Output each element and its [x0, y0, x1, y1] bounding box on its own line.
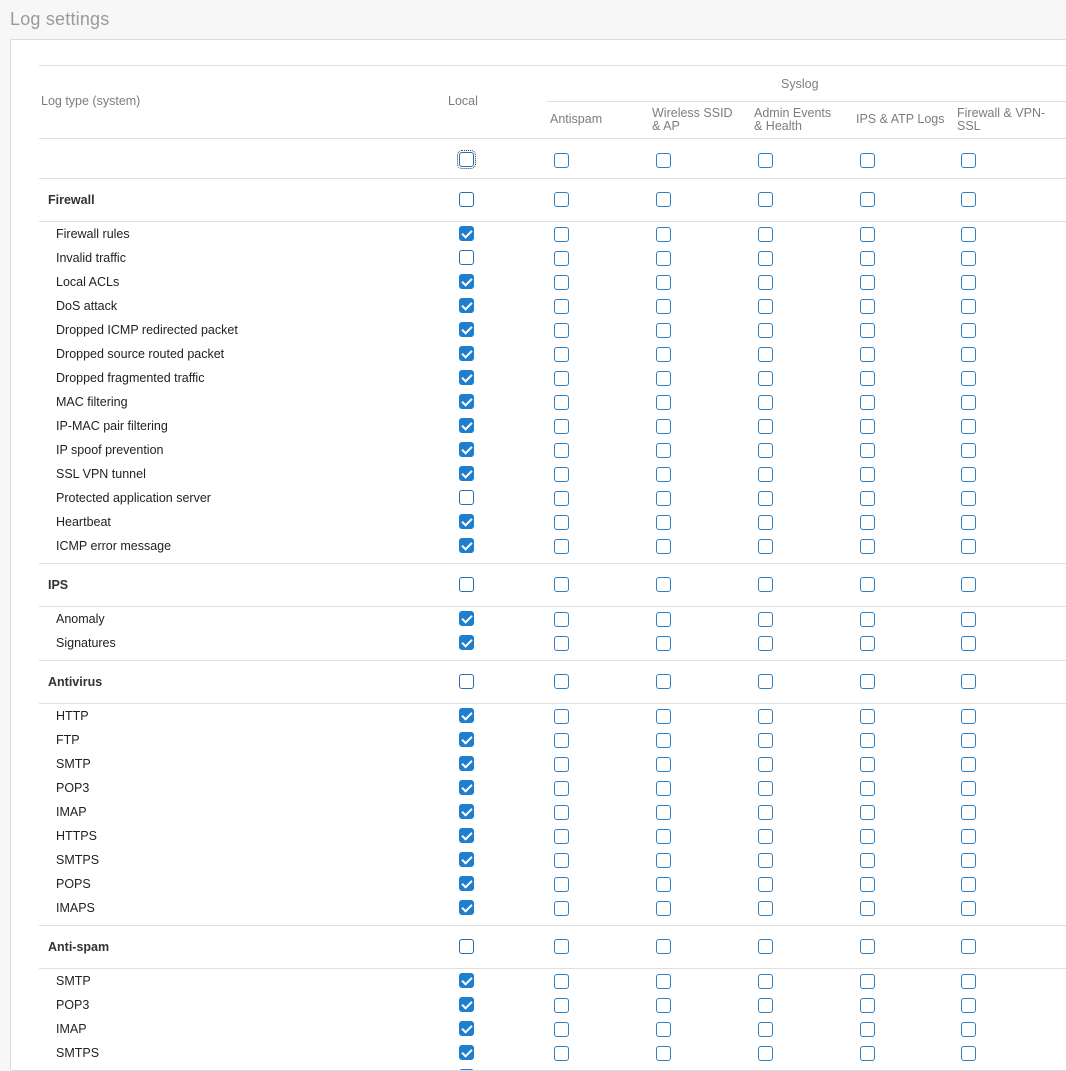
- select-all-syslog-checkbox[interactable]: [860, 153, 875, 168]
- row-syslog-checkbox[interactable]: [860, 781, 875, 796]
- row-syslog-checkbox[interactable]: [758, 733, 773, 748]
- row-syslog-checkbox[interactable]: [758, 443, 773, 458]
- row-syslog-checkbox[interactable]: [554, 1046, 569, 1061]
- row-syslog-checkbox[interactable]: [554, 974, 569, 989]
- section-syslog-checkbox[interactable]: [554, 674, 569, 689]
- log-type-row-label: Anomaly: [56, 612, 105, 626]
- row-local-checkbox[interactable]: [459, 298, 474, 313]
- row-syslog-checkbox[interactable]: [961, 781, 976, 796]
- row-local-checkbox[interactable]: [459, 780, 474, 795]
- log-type-row-label: IP spoof prevention: [56, 443, 164, 457]
- row-syslog-checkbox[interactable]: [656, 781, 671, 796]
- section-syslog-checkbox[interactable]: [860, 577, 875, 592]
- syslog-column-header: & Health: [754, 119, 802, 133]
- row-syslog-checkbox[interactable]: [860, 395, 875, 410]
- row-syslog-checkbox[interactable]: [860, 612, 875, 627]
- row-syslog-checkbox[interactable]: [656, 491, 671, 506]
- row-syslog-checkbox[interactable]: [758, 757, 773, 772]
- row-syslog-checkbox[interactable]: [961, 227, 976, 242]
- row-syslog-checkbox[interactable]: [961, 539, 976, 554]
- row-syslog-checkbox[interactable]: [554, 612, 569, 627]
- log-type-row-label: IP-MAC pair filtering: [56, 419, 168, 433]
- row-local-checkbox[interactable]: [459, 274, 474, 289]
- row-syslog-checkbox[interactable]: [860, 1022, 875, 1037]
- section-syslog-checkbox[interactable]: [656, 577, 671, 592]
- log-type-row-label: Protected application server: [56, 491, 211, 505]
- row-syslog-checkbox[interactable]: [758, 251, 773, 266]
- row-syslog-checkbox[interactable]: [961, 371, 976, 386]
- row-local-checkbox[interactable]: [459, 346, 474, 361]
- row-syslog-checkbox[interactable]: [758, 974, 773, 989]
- row-local-checkbox[interactable]: [459, 973, 474, 988]
- header-syslog: Syslog: [781, 77, 819, 91]
- row-syslog-checkbox[interactable]: [860, 877, 875, 892]
- row-local-checkbox[interactable]: [459, 250, 474, 265]
- row-syslog-checkbox[interactable]: [860, 901, 875, 916]
- row-syslog-checkbox[interactable]: [656, 1046, 671, 1061]
- log-type-row-label: IMAP: [56, 805, 87, 819]
- row-local-checkbox[interactable]: [459, 514, 474, 529]
- divider: [39, 925, 1066, 926]
- row-syslog-checkbox[interactable]: [860, 443, 875, 458]
- row-syslog-checkbox[interactable]: [554, 709, 569, 724]
- section-header: Anti-spam: [48, 940, 110, 954]
- row-syslog-checkbox[interactable]: [961, 251, 976, 266]
- row-syslog-checkbox[interactable]: [961, 853, 976, 868]
- row-syslog-checkbox[interactable]: [554, 371, 569, 386]
- row-syslog-checkbox[interactable]: [860, 347, 875, 362]
- row-syslog-checkbox[interactable]: [656, 299, 671, 314]
- syslog-column-header: Antispam: [550, 112, 603, 126]
- section-local-checkbox[interactable]: [459, 577, 474, 592]
- divider: [39, 65, 1066, 66]
- page-title: Log settings: [10, 9, 110, 29]
- syslog-column-header: Firewall & VPN-: [957, 106, 1046, 120]
- row-syslog-checkbox[interactable]: [961, 275, 976, 290]
- divider: [39, 221, 1066, 222]
- log-type-row-label: POP3: [56, 781, 90, 795]
- divider: [39, 178, 1066, 179]
- log-type-row-label: POPS: [56, 877, 91, 891]
- row-syslog-checkbox[interactable]: [758, 323, 773, 338]
- divider: [39, 968, 1066, 969]
- row-syslog-checkbox[interactable]: [656, 901, 671, 916]
- section-syslog-checkbox[interactable]: [656, 674, 671, 689]
- row-syslog-checkbox[interactable]: [860, 974, 875, 989]
- row-syslog-checkbox[interactable]: [656, 853, 671, 868]
- row-syslog-checkbox[interactable]: [656, 757, 671, 772]
- row-syslog-checkbox[interactable]: [758, 853, 773, 868]
- row-syslog-checkbox[interactable]: [758, 709, 773, 724]
- select-all-syslog-checkbox[interactable]: [961, 153, 976, 168]
- row-syslog-checkbox[interactable]: [656, 709, 671, 724]
- divider: [39, 138, 1066, 139]
- log-type-row-label: MAC filtering: [56, 395, 128, 409]
- row-syslog-checkbox[interactable]: [554, 733, 569, 748]
- row-syslog-checkbox[interactable]: [656, 829, 671, 844]
- log-type-row-label: POP3: [56, 998, 90, 1012]
- row-local-checkbox[interactable]: [459, 804, 474, 819]
- row-syslog-checkbox[interactable]: [758, 419, 773, 434]
- row-syslog-checkbox[interactable]: [554, 323, 569, 338]
- section-header: IPS: [48, 578, 69, 592]
- row-syslog-checkbox[interactable]: [554, 395, 569, 410]
- row-syslog-checkbox[interactable]: [961, 877, 976, 892]
- row-syslog-checkbox[interactable]: [758, 299, 773, 314]
- row-syslog-checkbox[interactable]: [860, 805, 875, 820]
- row-syslog-checkbox[interactable]: [656, 419, 671, 434]
- section-syslog-checkbox[interactable]: [758, 674, 773, 689]
- row-syslog-checkbox[interactable]: [554, 467, 569, 482]
- row-syslog-checkbox[interactable]: [961, 709, 976, 724]
- row-syslog-checkbox[interactable]: [656, 275, 671, 290]
- log-type-row-label: SSL VPN tunnel: [56, 467, 146, 481]
- row-local-checkbox[interactable]: [459, 418, 474, 433]
- row-local-checkbox[interactable]: [459, 538, 474, 553]
- row-syslog-checkbox[interactable]: [961, 443, 976, 458]
- row-local-checkbox[interactable]: [459, 1045, 474, 1060]
- row-local-checkbox[interactable]: [459, 732, 474, 747]
- row-syslog-checkbox[interactable]: [860, 251, 875, 266]
- section-syslog-checkbox[interactable]: [656, 939, 671, 954]
- row-syslog-checkbox[interactable]: [758, 1022, 773, 1037]
- row-syslog-checkbox[interactable]: [961, 323, 976, 338]
- row-local-checkbox[interactable]: [459, 226, 474, 241]
- section-header: Antivirus: [48, 675, 103, 689]
- row-syslog-checkbox[interactable]: [961, 974, 976, 989]
- log-type-row-label: Local ACLs: [56, 275, 120, 289]
- row-syslog-checkbox[interactable]: [860, 275, 875, 290]
- row-syslog-checkbox[interactable]: [656, 539, 671, 554]
- row-syslog-checkbox[interactable]: [758, 491, 773, 506]
- row-syslog-checkbox[interactable]: [758, 612, 773, 627]
- row-syslog-checkbox[interactable]: [656, 612, 671, 627]
- log-type-row-label: ICMP error message: [56, 539, 172, 553]
- syslog-column-header: SSL: [957, 119, 981, 133]
- row-syslog-checkbox[interactable]: [961, 347, 976, 362]
- row-syslog-checkbox[interactable]: [554, 1022, 569, 1037]
- row-syslog-checkbox[interactable]: [758, 1046, 773, 1061]
- select-all-local-checkbox[interactable]: [459, 152, 474, 167]
- row-syslog-checkbox[interactable]: [554, 853, 569, 868]
- log-type-row-label: Dropped fragmented traffic: [56, 371, 205, 385]
- row-syslog-checkbox[interactable]: [554, 491, 569, 506]
- row-syslog-checkbox[interactable]: [961, 805, 976, 820]
- row-syslog-checkbox[interactable]: [554, 275, 569, 290]
- row-syslog-checkbox[interactable]: [758, 539, 773, 554]
- row-syslog-checkbox[interactable]: [860, 371, 875, 386]
- log-type-row-label: Invalid traffic: [56, 251, 126, 265]
- row-syslog-checkbox[interactable]: [554, 443, 569, 458]
- row-syslog-checkbox[interactable]: [656, 227, 671, 242]
- section-syslog-checkbox[interactable]: [758, 192, 773, 207]
- row-syslog-checkbox[interactable]: [656, 371, 671, 386]
- row-local-checkbox[interactable]: [459, 394, 474, 409]
- log-type-row-label: Dropped ICMP redirected packet: [56, 323, 238, 337]
- row-local-checkbox[interactable]: [459, 708, 474, 723]
- row-syslog-checkbox[interactable]: [758, 395, 773, 410]
- row-syslog-checkbox[interactable]: [860, 491, 875, 506]
- section-syslog-checkbox[interactable]: [961, 939, 976, 954]
- row-syslog-checkbox[interactable]: [860, 227, 875, 242]
- log-type-row-label: Heartbeat: [56, 515, 111, 529]
- row-syslog-checkbox[interactable]: [554, 781, 569, 796]
- row-syslog-checkbox[interactable]: [656, 467, 671, 482]
- row-syslog-checkbox[interactable]: [860, 1046, 875, 1061]
- log-type-row-label: SMTPS: [56, 1046, 100, 1060]
- section-syslog-checkbox[interactable]: [656, 192, 671, 207]
- row-syslog-checkbox[interactable]: [961, 491, 976, 506]
- row-syslog-checkbox[interactable]: [860, 998, 875, 1013]
- row-syslog-checkbox[interactable]: [758, 805, 773, 820]
- row-syslog-checkbox[interactable]: [656, 805, 671, 820]
- log-type-row-label: HTTP: [56, 709, 89, 723]
- log-type-row-label: HTTPS: [56, 829, 97, 843]
- row-local-checkbox[interactable]: [459, 1021, 474, 1036]
- section-local-checkbox[interactable]: [459, 939, 474, 954]
- row-local-checkbox[interactable]: [459, 756, 474, 771]
- log-type-row-label: SMTP: [56, 757, 91, 771]
- row-syslog-checkbox[interactable]: [860, 419, 875, 434]
- row-syslog-checkbox[interactable]: [656, 877, 671, 892]
- section-syslog-checkbox[interactable]: [860, 939, 875, 954]
- log-type-row-label: Firewall rules: [56, 227, 130, 241]
- row-syslog-checkbox[interactable]: [554, 515, 569, 530]
- log-type-row-label: Dropped source routed packet: [56, 347, 225, 361]
- row-local-checkbox[interactable]: [459, 322, 474, 337]
- row-syslog-checkbox[interactable]: [554, 299, 569, 314]
- row-syslog-checkbox[interactable]: [860, 539, 875, 554]
- row-syslog-checkbox[interactable]: [961, 467, 976, 482]
- row-syslog-checkbox[interactable]: [554, 877, 569, 892]
- row-syslog-checkbox[interactable]: [758, 998, 773, 1013]
- row-syslog-checkbox[interactable]: [656, 733, 671, 748]
- row-syslog-checkbox[interactable]: [860, 709, 875, 724]
- section-header: Firewall: [48, 193, 95, 207]
- header-local: Local: [448, 94, 478, 108]
- row-syslog-checkbox[interactable]: [758, 227, 773, 242]
- header-log-type: Log type (system): [41, 94, 141, 108]
- row-local-checkbox[interactable]: [459, 466, 474, 481]
- log-type-row-label: SMTPS: [56, 853, 100, 867]
- syslog-column-header: Wireless SSID: [652, 106, 733, 120]
- row-syslog-checkbox[interactable]: [656, 395, 671, 410]
- row-local-checkbox[interactable]: [459, 997, 474, 1012]
- row-syslog-checkbox[interactable]: [554, 539, 569, 554]
- section-syslog-checkbox[interactable]: [758, 939, 773, 954]
- divider: [39, 563, 1066, 564]
- row-local-checkbox[interactable]: [459, 900, 474, 915]
- row-syslog-checkbox[interactable]: [961, 829, 976, 844]
- row-syslog-checkbox[interactable]: [758, 829, 773, 844]
- row-syslog-checkbox[interactable]: [860, 467, 875, 482]
- log-type-row-label: IMAPS: [56, 901, 95, 915]
- row-syslog-checkbox[interactable]: [758, 877, 773, 892]
- section-syslog-checkbox[interactable]: [961, 577, 976, 592]
- section-syslog-checkbox[interactable]: [554, 939, 569, 954]
- row-syslog-checkbox[interactable]: [656, 515, 671, 530]
- row-syslog-checkbox[interactable]: [961, 1022, 976, 1037]
- section-syslog-checkbox[interactable]: [961, 192, 976, 207]
- divider: [39, 660, 1066, 661]
- row-syslog-checkbox[interactable]: [554, 347, 569, 362]
- row-local-checkbox[interactable]: [459, 442, 474, 457]
- row-syslog-checkbox[interactable]: [860, 636, 875, 651]
- row-syslog-checkbox[interactable]: [961, 733, 976, 748]
- row-syslog-checkbox[interactable]: [656, 636, 671, 651]
- row-syslog-checkbox[interactable]: [860, 757, 875, 772]
- row-syslog-checkbox[interactable]: [860, 323, 875, 338]
- row-syslog-checkbox[interactable]: [656, 251, 671, 266]
- row-syslog-checkbox[interactable]: [961, 515, 976, 530]
- row-syslog-checkbox[interactable]: [554, 998, 569, 1013]
- section-local-checkbox[interactable]: [459, 674, 474, 689]
- section-syslog-checkbox[interactable]: [860, 192, 875, 207]
- row-local-checkbox[interactable]: [459, 828, 474, 843]
- row-syslog-checkbox[interactable]: [758, 371, 773, 386]
- section-local-checkbox[interactable]: [459, 192, 474, 207]
- row-syslog-checkbox[interactable]: [961, 395, 976, 410]
- row-syslog-checkbox[interactable]: [656, 974, 671, 989]
- syslog-column-header: & AP: [652, 119, 680, 133]
- row-syslog-checkbox[interactable]: [758, 467, 773, 482]
- syslog-column-header: Admin Events: [754, 106, 832, 120]
- row-syslog-checkbox[interactable]: [860, 733, 875, 748]
- log-type-row-label: Signatures: [56, 636, 116, 650]
- row-syslog-checkbox[interactable]: [656, 1022, 671, 1037]
- log-type-row-label: IMAP: [56, 1022, 87, 1036]
- row-local-checkbox[interactable]: [459, 635, 474, 650]
- row-syslog-checkbox[interactable]: [758, 275, 773, 290]
- row-syslog-checkbox[interactable]: [860, 853, 875, 868]
- row-syslog-checkbox[interactable]: [554, 901, 569, 916]
- row-syslog-checkbox[interactable]: [961, 757, 976, 772]
- row-syslog-checkbox[interactable]: [758, 901, 773, 916]
- row-syslog-checkbox[interactable]: [758, 781, 773, 796]
- select-all-syslog-checkbox[interactable]: [758, 153, 773, 168]
- section-syslog-checkbox[interactable]: [554, 577, 569, 592]
- row-local-checkbox[interactable]: [459, 490, 474, 505]
- log-type-row-label: SMTP: [56, 974, 91, 988]
- row-syslog-checkbox[interactable]: [554, 227, 569, 242]
- row-syslog-checkbox[interactable]: [554, 829, 569, 844]
- section-syslog-checkbox[interactable]: [961, 674, 976, 689]
- log-type-row-label: FTP: [56, 733, 80, 747]
- row-syslog-checkbox[interactable]: [961, 901, 976, 916]
- row-syslog-checkbox[interactable]: [656, 443, 671, 458]
- row-syslog-checkbox[interactable]: [961, 998, 976, 1013]
- row-syslog-checkbox[interactable]: [961, 1046, 976, 1061]
- divider: [39, 606, 1066, 607]
- syslog-column-header: IPS & ATP Logs: [856, 112, 945, 126]
- divider: [39, 703, 1066, 704]
- row-syslog-checkbox[interactable]: [758, 636, 773, 651]
- divider: [547, 101, 1066, 102]
- row-syslog-checkbox[interactable]: [554, 419, 569, 434]
- row-local-checkbox[interactable]: [459, 611, 474, 626]
- select-all-syslog-checkbox[interactable]: [656, 153, 671, 168]
- log-type-row-label: DoS attack: [56, 299, 118, 313]
- row-local-checkbox[interactable]: [459, 852, 474, 867]
- row-syslog-checkbox[interactable]: [656, 323, 671, 338]
- section-syslog-checkbox[interactable]: [554, 192, 569, 207]
- row-syslog-checkbox[interactable]: [656, 998, 671, 1013]
- section-syslog-checkbox[interactable]: [758, 577, 773, 592]
- row-syslog-checkbox[interactable]: [656, 347, 671, 362]
- section-syslog-checkbox[interactable]: [860, 674, 875, 689]
- row-local-checkbox[interactable]: [459, 370, 474, 385]
- row-syslog-checkbox[interactable]: [554, 251, 569, 266]
- row-syslog-checkbox[interactable]: [961, 612, 976, 627]
- row-syslog-checkbox[interactable]: [554, 636, 569, 651]
- row-syslog-checkbox[interactable]: [554, 805, 569, 820]
- row-syslog-checkbox[interactable]: [860, 299, 875, 314]
- row-syslog-checkbox[interactable]: [554, 757, 569, 772]
- row-syslog-checkbox[interactable]: [961, 419, 976, 434]
- row-syslog-checkbox[interactable]: [860, 515, 875, 530]
- row-syslog-checkbox[interactable]: [758, 347, 773, 362]
- row-syslog-checkbox[interactable]: [961, 299, 976, 314]
- row-syslog-checkbox[interactable]: [860, 829, 875, 844]
- log-settings-table: [10, 39, 1066, 1071]
- select-all-syslog-checkbox[interactable]: [554, 153, 569, 168]
- row-syslog-checkbox[interactable]: [961, 636, 976, 651]
- row-local-checkbox[interactable]: [459, 876, 474, 891]
- row-syslog-checkbox[interactable]: [758, 515, 773, 530]
